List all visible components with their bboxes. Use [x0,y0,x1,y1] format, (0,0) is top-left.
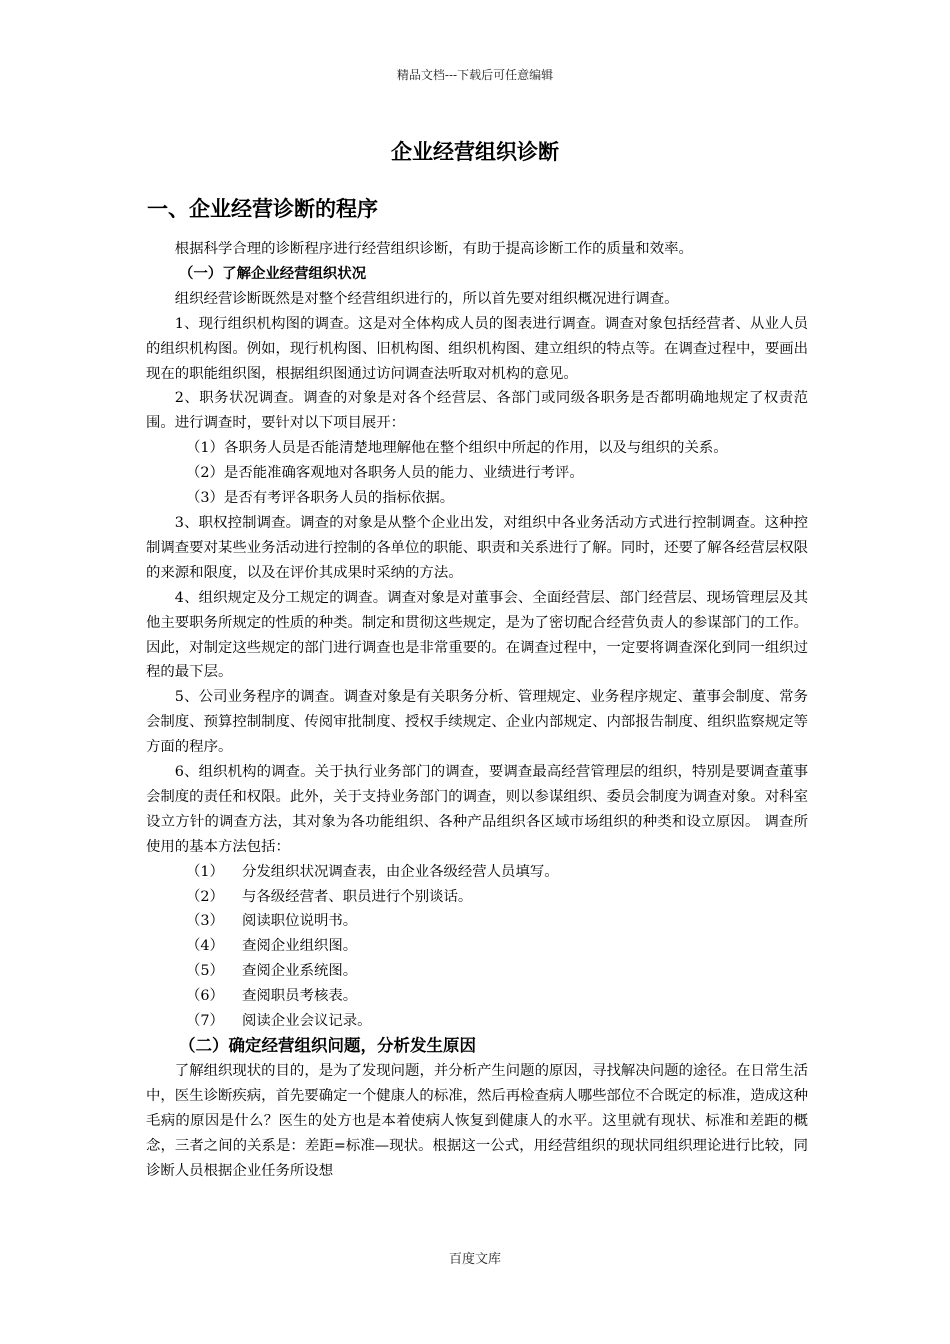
list-item: （1）各职务人员是否能清楚地理解他在整个组织中所起的作用，以及与组织的关系。 [186,440,728,457]
section-heading: 一、企业经营诊断的程序 [147,197,378,221]
paragraph: 6、组织机构的调查。关于执行业务部门的调查，要调查最高经营管理层的组织，特别是要调查董事会制度的责任和权限。此外，关于支持业务部门的调查，则以参谋组织、委员会制度为调查对象。对科室设立方针的调查方法，其对象为各功能组织、各种产品组织各区域市场组织的种类和设立原因。 调查所使用的基本方法包括： [146,764,808,855]
paragraph: 了解组织现状的目的，是为了发现问题，并分析产生问题的原因，寻找解决问题的途径。在日常生活中，医生诊断疾病，首先要确定一个健康人的标准，然后再检查病人哪些部位不合既定的标准，造成这种毛病的原因是什么？医生的处方也是本着使病人恢复到健康人的水平。这里就有现状、标准和差距的概念，三者之间的关系是：差距=标准—现状。根据这一公式，用经营组织的现状同组织理论进行比较，同诊断人员根据企业任务所设想 [146,1062,808,1179]
paragraph: 4、组织规定及分工规定的调查。调查对象是对董事会、全面经营层、部门经营层、现场管理层及其他主要职务所规定的性质的种类。制定和贯彻这些规定，是为了密切配合经营负责人的参谋部门的工作。因此，对制定这些规定的部门进行调查也是非常重要的。在调查过程中，一定要将调查深化到同一组织过程的最下层。 [146,589,808,681]
method-item: （5） 查阅企业系统图。 [186,963,358,980]
list-item: （3）是否有考评各职务人员的指标依据。 [186,490,455,507]
page-header-note: 精品文档---下载后可任意编辑 [396,68,554,82]
subsection-heading: （二）确定经营组织问题，分析发生原因 [179,1036,476,1055]
method-item: （3） 阅读职位说明书。 [186,913,358,930]
method-item: （7） 阅读企业会议记录。 [186,1013,372,1030]
method-item: （1） 分发组织状况调查表，由企业各级经营人员填写。 [186,863,559,880]
paragraph: 1、现行组织机构图的调查。这是对全体构成人员的图表进行调查。调查对象包括经营者、从业人员的组织机构图。例如，现行机构图、旧机构图、组织机构图、建立组织的特点等。在调查过程中，要画出现在的职能组织图，根据组织图通过访问调查法听取对机构的意见。 [146,315,808,382]
document-body [146,237,808,1183]
paragraph: 5、公司业务程序的调查。调查对象是有关职务分析、管理规定、业务程序规定、董事会制度、常务会制度、预算控制制度、传阅审批制度、授权手续规定、企业内部规定、内部报告制度、组织监察规定等方面的程序。 [146,689,808,756]
intro-paragraph: 根据科学合理的诊断程序进行经营组织诊断，有助于提高诊断工作的质量和效率。 [174,241,693,257]
paragraph: 2、职务状况调查。调查的对象是对各个经营层、各部门或同级各职务是否都明确地规定了权责范围。进行调查时，要针对以下项目展开： [146,390,808,432]
paragraph: 组织经营诊断既然是对整个经营组织进行的，所以首先要对组织概况进行调查。 [174,290,679,307]
list-item: （2）是否能准确客观地对各职务人员的能力、业绩进行考评。 [186,465,584,482]
page-footer-note: 百度文库 [448,1252,501,1267]
subsection-heading: （一）了解企业经营组织状况 [179,265,367,282]
paragraph: 3、职权控制调查。调查的对象是从整个企业出发，对组织中各业务活动方式进行控制调查。这种控制调查要对某些业务活动进行控制的各单位的职能、职责和关系进行了解。同时，还要了解各经营层权限的来源和限度，以及在评价其成果时采纳的方法。 [146,514,808,581]
document-title: 企业经营组织诊断 [391,140,559,164]
method-item: （6） 查阅职员考核表。 [186,988,358,1005]
method-item: （2） 与各级经营者、职员进行个别谈话。 [186,888,473,905]
method-item: （4） 查阅企业组织图。 [186,938,358,955]
